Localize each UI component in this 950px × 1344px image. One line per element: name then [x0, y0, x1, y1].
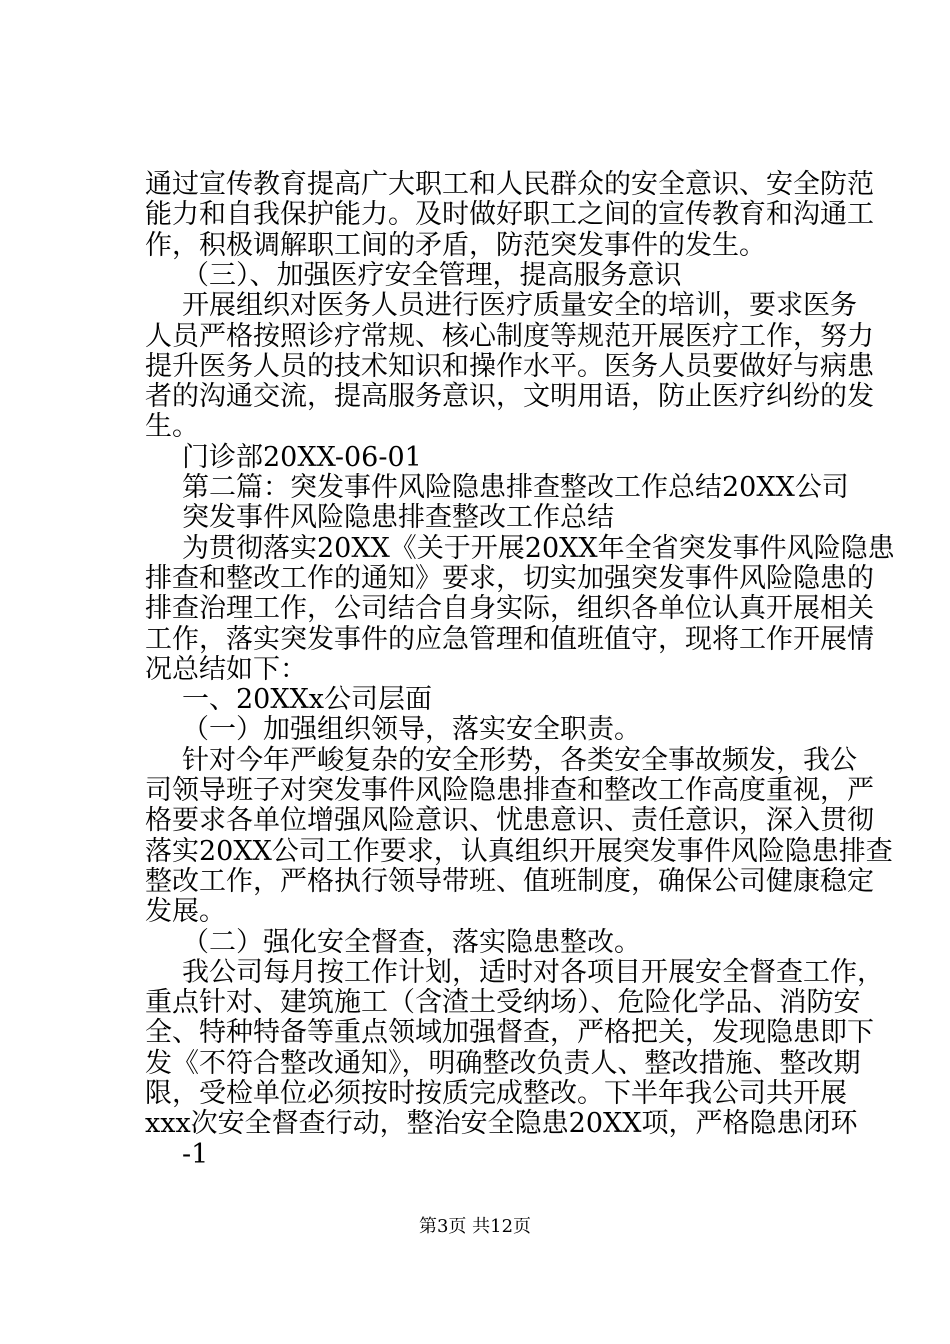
paragraph-line: 针对今年严峻复杂的安全形势，各类安全事故频发，我公: [182, 744, 857, 776]
paragraph-line: 发《不符合整改通知》，明确整改负责人、整改措施、整改期: [145, 1047, 861, 1079]
paragraph-line: 整改工作，严格执行领导带班、值班制度，确保公司健康稳定: [145, 865, 874, 897]
page-footer: 第3页 共12页: [418, 1216, 532, 1237]
paragraph-line: 工作，落实突发事件的应急管理和值班值守，现将工作开展情: [145, 623, 874, 655]
paragraph-line: 排查和整改工作的通知》要求，切实加强突发事件风险隐患的: [145, 562, 874, 594]
paragraph-line: 提升医务人员的技术知识和操作水平。医务人员要做好与病患: [145, 350, 874, 382]
paragraph-line: 者的沟通交流，提高服务意识，文明用语，防止医疗纠纷的发: [145, 381, 874, 413]
paragraph-line: 全、特种特备等重点领域加强督查，严格把关，发现隐患即下: [145, 1017, 874, 1049]
chapter-subtitle: 突发事件风险隐患排查整改工作总结: [182, 502, 614, 534]
paragraph-line: 人员严格按照诊疗常规、核心制度等规范开展医疗工作，努力: [145, 320, 874, 352]
paragraph-line: 我公司每月按工作计划，适时对各项目开展安全督查工作，: [182, 956, 884, 988]
paragraph-line: 生。: [145, 411, 199, 443]
paragraph-line: 排查治理工作，公司结合自身实际，组织各单位认真开展相关: [145, 593, 874, 625]
paragraph-line: 为贯彻落实20XX《关于开展20XX年全省突发事件风险隐患: [182, 532, 895, 564]
paragraph-line: xxx次安全督查行动，整治安全隐患20XX项，严格隐患闭环: [145, 1108, 858, 1140]
paragraph-line: 限，受检单位必须按时按质完成整改。下半年我公司共开展: [145, 1078, 847, 1109]
paragraph-line: 发展。: [145, 896, 226, 928]
paragraph-line: 重点针对、建筑施工（含渣土受纳场）、危险化学品、消防安: [145, 987, 861, 1019]
paragraph-line: 开展组织对医务人员进行医疗质量安全的培训，要求医务: [182, 290, 857, 322]
chapter-title: 第二篇：突发事件风险隐患排查整改工作总结20XX公司: [182, 472, 849, 503]
signature-date: 门诊部20XX-06-01: [182, 441, 422, 473]
paragraph-line: 能力和自我保护能力。及时做好职工之间的宣传教育和沟通工: [145, 199, 874, 231]
paragraph-line: 况总结如下：: [145, 653, 307, 685]
paragraph-line: 通过宣传教育提高广大职工和人民群众的安全意识、安全防范: [145, 169, 874, 200]
section-heading: 一、20XXx公司层面: [182, 684, 433, 716]
paragraph-line: 作，积极调解职工间的矛盾，防范突发事件的发生。: [145, 229, 766, 261]
paragraph-line: 司领导班子对突发事件风险隐患排查和整改工作高度重视，严: [145, 775, 874, 806]
paragraph-line: 落实20XX公司工作要求，认真组织开展突发事件风险隐患排查: [145, 835, 893, 867]
section-heading: （三）、加强医疗安全管理，提高服务意识: [182, 259, 682, 291]
subsection-heading: （二）强化安全督查，落实隐患整改。: [182, 926, 641, 958]
page-marker: -1: [182, 1138, 209, 1170]
paragraph-line: 格要求各单位增强风险意识、忧患意识、责任意识，深入贯彻: [145, 805, 874, 837]
subsection-heading: （一）加强组织领导，落实安全职责。: [182, 714, 641, 746]
